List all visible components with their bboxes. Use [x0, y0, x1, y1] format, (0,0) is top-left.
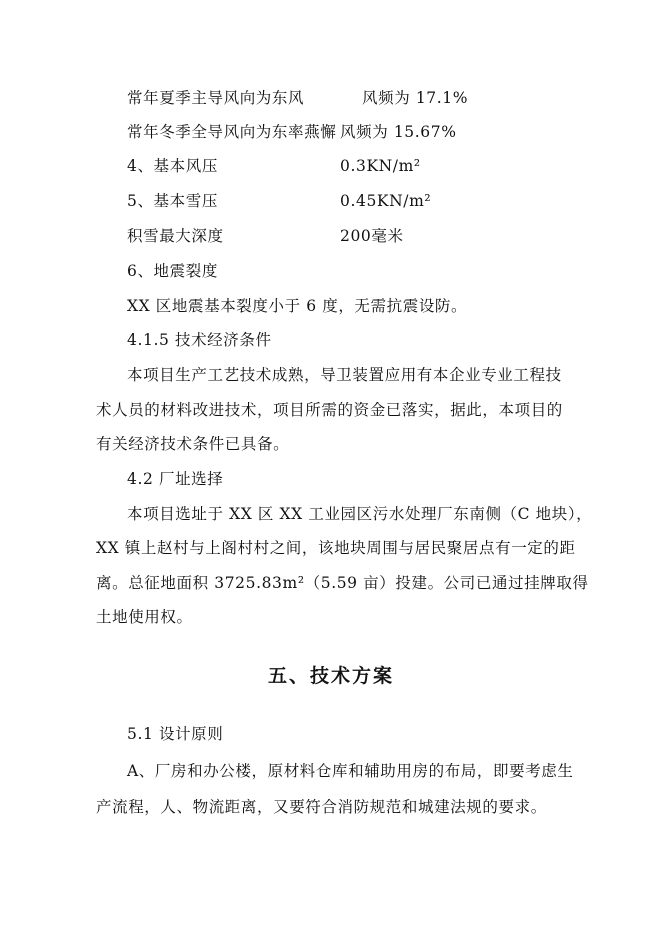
snow-depth-value: 200毫米: [340, 227, 404, 245]
paragraph-line: 有关经济技术条件已具备。: [96, 435, 290, 453]
paragraph-line: XX 镇上赵村与上阁村村之间，该地块周围与居民聚居点有一定的距: [96, 539, 576, 557]
paragraph-line: A、厂房和办公楼，原材料仓库和辅助用房的布局，即要考虑生: [127, 762, 574, 780]
snow-pressure-value: 0.45KN/m²: [340, 192, 432, 210]
winter-wind-value: 风频为 15.67%: [340, 123, 457, 141]
snow-depth-label: 积雪最大深度: [127, 227, 224, 245]
summer-wind-label: 常年夏季主导风向为东风: [127, 89, 305, 107]
paragraph-line: 产流程，人、物流距离，又要符合消防规范和城建法规的要求。: [96, 798, 547, 816]
snow-pressure-label: 5、基本雪压: [127, 192, 218, 210]
chapter-heading: 五、技术方案: [267, 665, 394, 687]
seismic-label: 6、地震裂度: [127, 262, 218, 280]
paragraph-line: 本项目生产工艺技术成熟，导卫装置应用有本企业专业工程技: [127, 366, 562, 384]
section-4-2-title: 4.2 厂址选择: [127, 470, 224, 488]
wind-pressure-label: 4、基本风压: [127, 157, 218, 175]
wind-pressure-value: 0.3KN/m²: [340, 157, 421, 175]
summer-wind-value: 风频为 17.1%: [362, 89, 469, 107]
paragraph-line: 本项目选址于 XX 区 XX 工业园区污水处理厂东南侧（C 地块），: [127, 505, 593, 523]
seismic-text: XX 区地震基本裂度小于 6 度，无需抗震设防。: [127, 297, 468, 315]
paragraph-line: 土地使用权。: [96, 608, 193, 626]
section-4-1-5-title: 4.1.5 技术经济条件: [127, 331, 272, 349]
winter-wind-label: 常年冬季全导风向为东率燕懈: [127, 123, 337, 141]
section-5-1-title: 5.1 设计原则: [127, 725, 224, 743]
paragraph-line: 术人员的材料改进技术，项目所需的资金已落实，据此，本项目的: [96, 401, 563, 419]
paragraph-line: 离。总征地面积 3725.83m²（5.59 亩）投建。公司已通过挂牌取得: [96, 574, 589, 592]
